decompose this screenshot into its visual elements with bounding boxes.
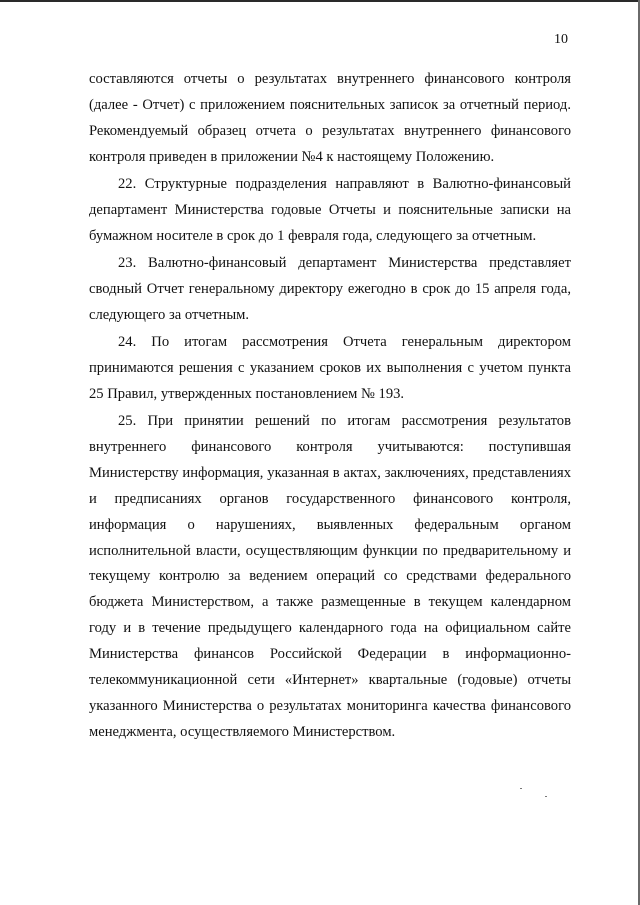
scan-edge-top xyxy=(0,0,640,2)
paragraph-22: 22. Структурные подразделения направляют в Валютно-финансовый департамент Министерства годовые Отчеты и пояснительные записки на бумажном носителе в срок до 1 февраля года, следующего за отчетным. xyxy=(89,175,571,244)
paragraph-25: 25. При принятии решений по итогам рассмотрения результатов внутреннего финансового контроля учитываются: поступившая Министерству информация, указанная в актах, заключениях, представлениях и предписаниях органов государственного финансового контроля, информация о нарушениях, выявленных федеральным органом исполнительной власти, осуществляющим функции по предварительному и текущему контролю за ведением операций со средствами федерального бюджета Министерством, а также размещенные в текущем календарном году и в течение предыдущего календарного года на официальном сайте Министерства финансов Российской Федерации в информационно-телекоммуникационной сети «Интернет» квартальные (годовые) отчеты указанного Министерства о результатах мониторинга качества финансового менеджмента, осуществляемого Министерством. xyxy=(89,412,571,740)
paragraph-continuation: составляются отчеты о результатах внутреннего финансового контроля (далее - Отчет) с приложением пояснительных записок за отчетный период. Рекомендуемый образец отчета о результатах внутреннего финансового контроля приведен в приложении №4 к настоящему Положению. xyxy=(89,71,571,165)
paragraph-23: 23. Валютно-финансовый департамент Министерства представляет сводный Отчет генеральному директору ежегодно в срок до 15 апреля года, следующего за отчетным. xyxy=(89,254,571,323)
scan-speck xyxy=(545,796,547,797)
page-number: 10 xyxy=(554,32,568,47)
paragraph-24: 24. По итогам рассмотрения Отчета генеральным директором принимаются решения с указанием сроков их выполнения с учетом пункта 25 Правил, утвержденных постановлением № 193. xyxy=(89,333,571,402)
document-body xyxy=(89,67,571,747)
scan-speck xyxy=(520,788,522,789)
